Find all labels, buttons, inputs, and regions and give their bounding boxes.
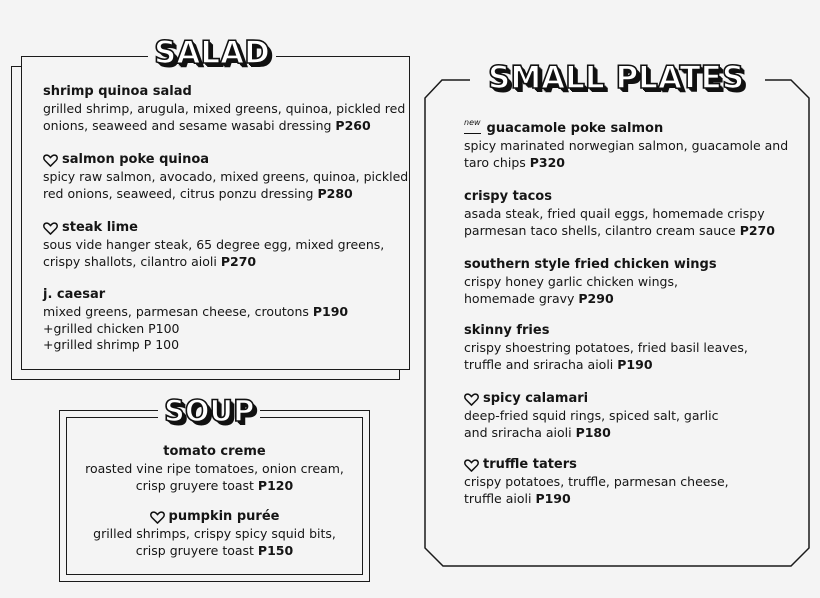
item-title: salmon poke quinoa	[62, 152, 210, 167]
item-title: shrimp quinoa salad	[43, 84, 192, 99]
item-description	[464, 206, 775, 223]
item-price: P190	[535, 490, 571, 506]
small-plates-item	[464, 457, 729, 507]
item-addon: +grilled shrimp P 100	[43, 337, 180, 353]
item-description	[464, 357, 748, 374]
item-name	[464, 457, 729, 474]
description-text: truffle and sriracha aioli	[464, 356, 614, 372]
description-text: crisp gruyere toast	[135, 477, 254, 493]
heart-icon	[464, 393, 479, 406]
item-name	[464, 391, 719, 408]
item-price: P180	[575, 424, 611, 440]
description-text: asada steak, fried quail eggs, homemade crispy	[464, 205, 765, 221]
description-text: red onions, seaweed, citrus ponzu dressing	[43, 185, 314, 201]
item-price: P280	[317, 185, 353, 201]
item-title: southern style fried chicken wings	[464, 257, 717, 272]
description-text: deep-fried squid rings, spiced salt, garlic	[464, 407, 719, 423]
item-description	[464, 274, 717, 291]
item-title: truffle taters	[483, 457, 577, 472]
description-text: crispy potatoes, truffle, parmesan cheese,	[464, 473, 729, 489]
item-description	[464, 474, 729, 491]
description-text: taro chips	[464, 154, 526, 170]
item-description	[464, 223, 775, 240]
item-price: P270	[220, 253, 257, 269]
heart-icon	[464, 459, 479, 472]
item-name	[464, 323, 748, 340]
small-plates-item	[464, 391, 719, 441]
description-text: crispy shoestring potatoes, fried basil leaves,	[464, 339, 748, 355]
description-text: mixed greens, parmesan cheese, croutons	[43, 303, 309, 319]
small-plates-item	[464, 323, 748, 373]
item-title: j. caesar	[43, 287, 106, 302]
description-text: and sriracha aioli	[464, 424, 572, 440]
description-text: spicy raw salmon, avocado, mixed greens, quinoa, pickled	[43, 168, 409, 184]
item-title: skinny fries	[464, 323, 550, 338]
item-description	[464, 491, 729, 508]
soup-title: SOUP	[158, 397, 260, 426]
item-price: P190	[312, 303, 349, 319]
item-price: P270	[739, 222, 775, 238]
description-text: truffle aioli	[464, 490, 532, 506]
item-name	[464, 189, 775, 206]
item-title: spicy calamari	[483, 391, 589, 406]
salad-title: SALAD	[148, 38, 276, 69]
item-title: crispy tacos	[464, 189, 552, 204]
description-text: spicy marinated norwegian salmon, guacamole and	[464, 137, 789, 153]
small-plates-item	[464, 189, 775, 239]
item-price: P320	[529, 154, 566, 170]
item-price: P190	[617, 356, 653, 372]
small-plates-item	[464, 257, 717, 307]
item-title: pumpkin purée	[168, 509, 280, 524]
item-name	[464, 257, 717, 274]
description-text: grilled shrimps, crispy spicy squid bits,	[93, 525, 336, 541]
item-price: P150	[257, 542, 294, 558]
small-plates-item	[464, 118, 789, 171]
item-description	[464, 425, 719, 442]
small-plates-title: SMALL PLATES	[482, 63, 750, 94]
description-text: crisp gruyere toast	[135, 542, 254, 558]
description-text: sous vide hanger steak, 65 degree egg, mixed greens,	[43, 236, 385, 252]
item-description	[464, 291, 717, 308]
item-description	[464, 408, 719, 425]
item-title: guacamole poke salmon	[486, 121, 664, 136]
item-price: P120	[257, 477, 294, 493]
item-description	[464, 155, 788, 172]
item-title: tomato creme	[163, 444, 266, 459]
description-text: parmesan taco shells, cilantro cream sauce	[464, 222, 736, 238]
item-addon: +grilled chicken P100	[43, 320, 180, 336]
new-badge: new	[464, 115, 481, 132]
description-text: roasted vine ripe tomatoes, onion cream,	[85, 460, 344, 476]
item-description	[464, 340, 748, 357]
description-text: homemade gravy	[464, 290, 575, 306]
item-price: P260	[335, 117, 371, 133]
description-text: onions, seaweed and sesame wasabi dressing	[43, 117, 332, 133]
item-title: steak lime	[62, 220, 138, 235]
description-text: grilled shrimp, arugula, mixed greens, quinoa, pickled red	[43, 100, 406, 116]
item-name	[464, 118, 788, 138]
description-text: crispy honey garlic chicken wings,	[464, 273, 678, 289]
description-text: crispy shallots, cilantro aioli	[43, 253, 217, 269]
item-price: P290	[578, 290, 614, 306]
item-description	[464, 138, 788, 155]
